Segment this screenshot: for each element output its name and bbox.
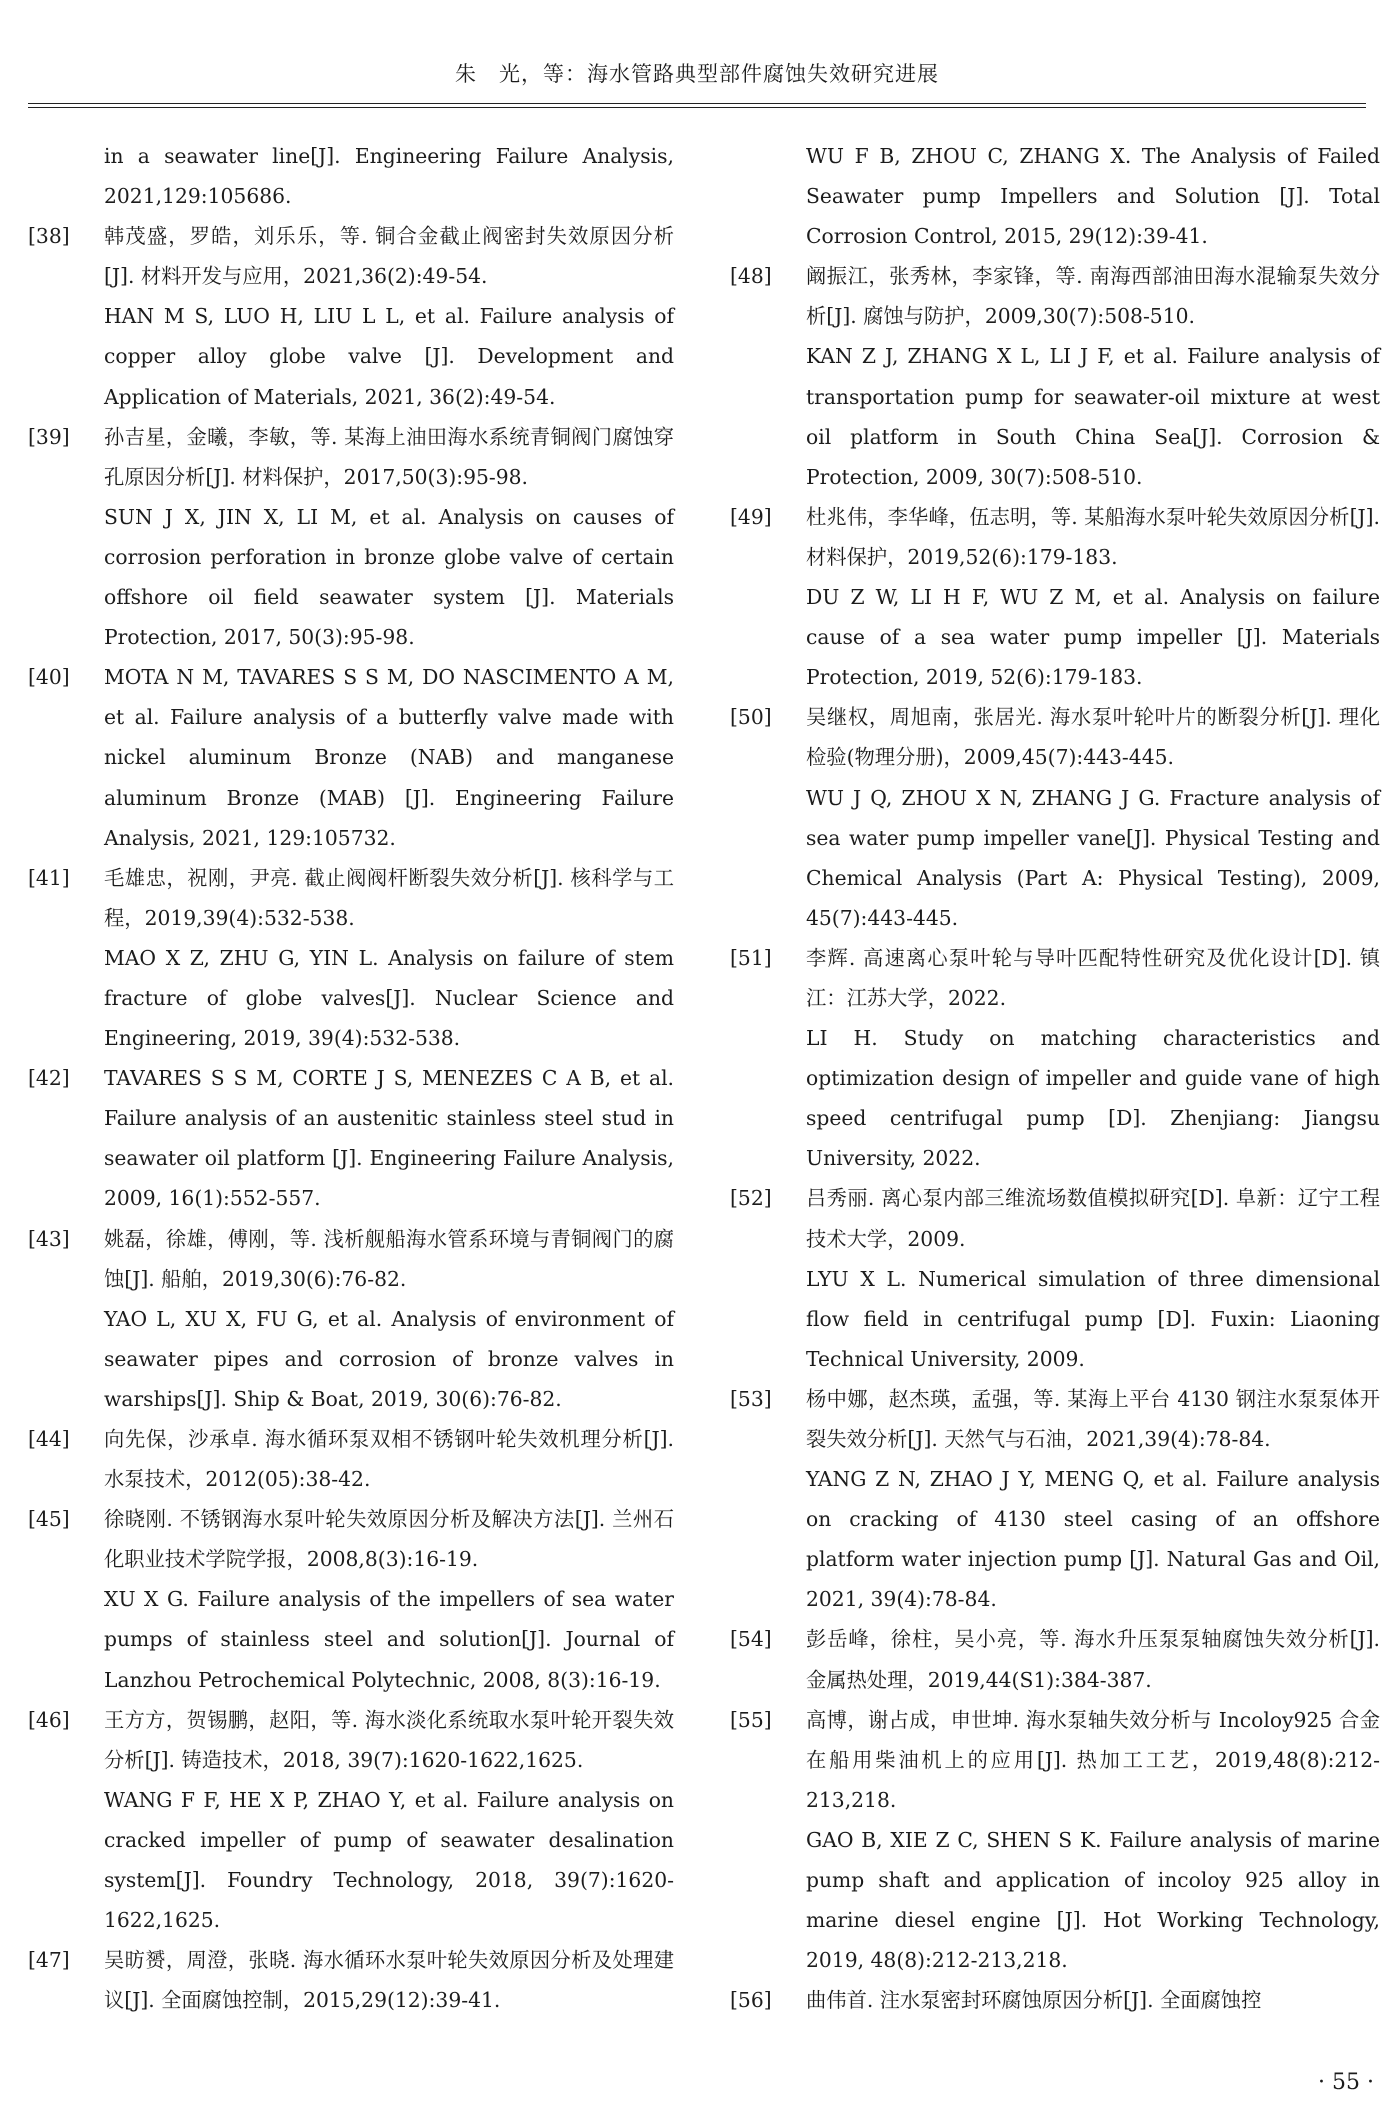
reference-number: [45] bbox=[28, 1507, 70, 1532]
reference-item bbox=[28, 1419, 674, 1499]
reference-number: [43] bbox=[28, 1226, 70, 1251]
reference-item bbox=[730, 1379, 1380, 1620]
reference-text: 彭岳峰，徐柱，吴小亮，等. 海水升压泵泵轴腐蚀失效分析[J]. 金属热处理，2019,44(S1):384-387. bbox=[806, 1627, 1380, 1692]
reference-number: [55] bbox=[730, 1707, 772, 1732]
reference-item bbox=[28, 1219, 674, 1419]
reference-item bbox=[28, 417, 674, 658]
header-rule-thin bbox=[28, 107, 1366, 108]
reference-text: 曲伟首. 注水泵密封环腐蚀原因分析[J]. 全面腐蚀控 bbox=[806, 1988, 1262, 2013]
reference-text-english: GAO B, XIE Z C, SHEN S K. Failure analysis of marine pump shaft and application of incoloy 925 alloy in marine diesel engine [J]. Hot Working Technology, 2019, 48(8):212-213,218. bbox=[806, 1827, 1380, 1973]
reference-text: 李辉. 高速离心泵叶轮与导叶匹配特性研究及优化设计[D]. 镇江：江苏大学，2022. bbox=[806, 945, 1380, 1010]
reference-text: TAVARES S S M, CORTE J S, MENEZES C A B, et al. Failure analysis of an austenitic stainless steel stud in seawater oil platform [J]. Engineering Failure Analysis, 2009, 16(1):552-557. bbox=[104, 1066, 674, 1211]
reference-text-english: LYU X L. Numerical simulation of three dimensional flow field in centrifugal pump [D]. Fuxin: Liaoning Technical University, 2009. bbox=[806, 1266, 1380, 1371]
reference-number: [39] bbox=[28, 424, 70, 449]
reference-number: [47] bbox=[28, 1948, 70, 1973]
reference-text-english: YAO L, XU X, FU G, et al. Analysis of environment of seawater pipes and corrosion of bronze valves in warships[J]. Ship & Boat, 2019, 30(6):76-82. bbox=[104, 1306, 674, 1411]
reference-number: [53] bbox=[730, 1386, 772, 1411]
reference-number: [42] bbox=[28, 1066, 70, 1091]
reference-item bbox=[730, 1178, 1380, 1378]
reference-number: [38] bbox=[28, 224, 70, 249]
reference-text: 王方方，贺锡鹏，赵阳，等. 海水淡化系统取水泵叶轮开裂失效分析[J]. 铸造技术，2018, 39(7):1620-1622,1625. bbox=[104, 1707, 674, 1772]
reference-text-english: KAN Z J, ZHANG X L, LI J F, et al. Failure analysis of transportation pump for seawater-oil mixture at west oil platform in South China Sea[J]. Corrosion & Protection, 2009, 30(7):508-510. bbox=[806, 344, 1380, 489]
left-column bbox=[28, 136, 674, 2020]
reference-text: 徐晓刚. 不锈钢海水泵叶轮失效原因分析及解决方法[J]. 兰州石化职业技术学院学报，2008,8(3):16-19. bbox=[104, 1507, 674, 1572]
reference-number: [56] bbox=[730, 1988, 772, 2013]
running-header: 朱 光，等：海水管路典型部件腐蚀失效研究进展 bbox=[455, 62, 939, 86]
reference-text-english: LI H. Study on matching characteristics and optimization design of impeller and guide vane of high speed centrifugal pump [D]. Zhenjiang: Jiangsu University, 2022. bbox=[806, 1026, 1380, 1171]
reference-text: 吴继权，周旭南，张居光. 海水泵叶轮叶片的断裂分析[J]. 理化检验(物理分册)，2009,45(7):443-445. bbox=[806, 705, 1380, 770]
reference-item bbox=[28, 1058, 674, 1218]
reference-number: [49] bbox=[730, 504, 772, 529]
reference-text: 韩茂盛，罗皓，刘乐乐，等. 铜合金截止阀密封失效原因分析[J]. 材料开发与应用，2021,36(2):49-54. bbox=[104, 224, 674, 289]
header-rule bbox=[28, 103, 1366, 104]
reference-text-english: MAO X Z, ZHU G, YIN L. Analysis on failure of stem fracture of globe valves[J]. Nuclear Science and Engineering, 2019, 39(4):532-538. bbox=[104, 945, 674, 1051]
reference-item bbox=[730, 1980, 1380, 2020]
reference-item bbox=[28, 1700, 674, 1941]
reference-text-english: DU Z W, LI H F, WU Z M, et al. Analysis on failure cause of a sea water pump impeller [J]. Materials Protection, 2019, 52(6):179-183. bbox=[806, 585, 1380, 690]
reference-text-english: XU X G. Failure analysis of the impellers of sea water pumps of stainless steel and solution[J]. Journal of Lanzhou Petrochemical Polytechnic, 2008, 8(3):16-19. bbox=[104, 1587, 674, 1692]
right-column bbox=[730, 136, 1380, 2020]
reference-text-english: WU J Q, ZHOU X N, ZHANG J G. Fracture analysis of sea water pump impeller vane[J]. Physical Testing and Chemical Analysis (Part A: Physical Testing), 2009, 45(7):443-445. bbox=[806, 785, 1380, 930]
reference-item bbox=[28, 1499, 674, 1699]
reference-number: [48] bbox=[730, 264, 772, 289]
reference-number: [50] bbox=[730, 705, 772, 730]
reference-text: 孙吉星，金曦，李敏，等. 某海上油田海水系统青铜阀门腐蚀穿孔原因分析[J]. 材料保护，2017,50(3):95-98. bbox=[104, 424, 674, 489]
reference-text: 高博，谢占成，申世坤. 海水泵轴失效分析与 Incoloy925 合金在船用柴油机上的应用[J]. 热加工工艺，2019,48(8):212-213,218. bbox=[806, 1707, 1380, 1812]
reference-item bbox=[28, 858, 674, 1058]
reference-text: 杨中娜，赵杰瑛，孟强，等. 某海上平台 4130 钢注水泵泵体开裂失效分析[J]. 天然气与石油，2021,39(4):78-84. bbox=[806, 1386, 1380, 1451]
reference-number: [51] bbox=[730, 945, 772, 970]
reference-text: in a seawater line[J]. Engineering Failure Analysis, 2021,129:105686. bbox=[104, 144, 674, 209]
reference-text: 吕秀丽. 离心泵内部三维流场数值模拟研究[D]. 阜新：辽宁工程技术大学，2009. bbox=[806, 1186, 1380, 1251]
reference-item bbox=[730, 1700, 1380, 1981]
reference-item bbox=[730, 697, 1380, 938]
reference-number: [46] bbox=[28, 1707, 70, 1732]
reference-text: MOTA N M, TAVARES S S M, DO NASCIMENTO A M, et al. Failure analysis of a butterfly valve made with nickel aluminum Bronze (NAB) and manganese aluminum Bronze (MAB) [J]. Engineering Failure Analysis, 2021, 129:105732. bbox=[104, 665, 674, 850]
reference-text-english: WANG F F, HE X P, ZHAO Y, et al. Failure analysis on cracked impeller of pump of seawater desalination system[J]. Foundry Technology, 2018, 39(7):1620-1622,1625. bbox=[104, 1787, 674, 1933]
page-number: · 55 · bbox=[1318, 2070, 1374, 2095]
reference-item bbox=[28, 136, 674, 216]
reference-item bbox=[28, 1940, 674, 2020]
reference-text: 向先保，沙承卓. 海水循环泵双相不锈钢叶轮失效机理分析[J]. 水泵技术，2012(05):38-42. bbox=[104, 1427, 674, 1492]
reference-text-english: SUN J X, JIN X, LI M, et al. Analysis on causes of corrosion perforation in bronze globe valve of certain offshore oil field seawater system [J]. Materials Protection, 2017, 50(3):95-98. bbox=[104, 504, 674, 650]
reference-item bbox=[730, 938, 1380, 1179]
reference-item bbox=[730, 1619, 1380, 1699]
reference-text: 吴昉赟，周澄，张晓. 海水循环水泵叶轮失效原因分析及处理建议[J]. 全面腐蚀控制，2015,29(12):39-41. bbox=[104, 1948, 674, 2013]
reference-item bbox=[28, 216, 674, 416]
reference-number: [52] bbox=[730, 1186, 772, 1211]
reference-item bbox=[730, 136, 1380, 256]
reference-text: 杜兆伟，李华峰，伍志明，等. 某船海水泵叶轮失效原因分析[J]. 材料保护，2019,52(6):179-183. bbox=[806, 504, 1380, 569]
reference-number: [41] bbox=[28, 865, 70, 890]
reference-text: 毛雄忠，祝刚，尹亮. 截止阀阀杆断裂失效分析[J]. 核科学与工程，2019,39(4):532-538. bbox=[104, 865, 674, 930]
reference-number: [40] bbox=[28, 665, 70, 690]
reference-text: 姚磊，徐雄，傅刚，等. 浅析舰船海水管系环境与青铜阀门的腐蚀[J]. 船舶，2019,30(6):76-82. bbox=[104, 1226, 674, 1291]
reference-text: 阚振江，张秀林，李家锋，等. 南海西部油田海水混输泵失效分析[J]. 腐蚀与防护，2009,30(7):508-510. bbox=[806, 264, 1380, 329]
reference-item bbox=[28, 657, 674, 857]
reference-text-english: HAN M S, LUO H, LIU L L, et al. Failure analysis of copper alloy globe valve [J]. Development and Application of Materials, 2021, 36(2):49-54. bbox=[104, 304, 674, 409]
reference-number: [54] bbox=[730, 1627, 772, 1652]
reference-text-english: YANG Z N, ZHAO J Y, MENG Q, et al. Failure analysis on cracking of 4130 steel casing of an offshore platform water injection pump [J]. Natural Gas and Oil, 2021, 39(4):78-84. bbox=[806, 1467, 1380, 1612]
reference-item bbox=[730, 256, 1380, 497]
reference-text: WU F B, ZHOU C, ZHANG X. The Analysis of Failed Seawater pump Impellers and Solution [J]. Total Corrosion Control, 2015, 29(12):39-41. bbox=[806, 144, 1380, 249]
reference-number: [44] bbox=[28, 1427, 70, 1451]
reference-item bbox=[730, 497, 1380, 697]
